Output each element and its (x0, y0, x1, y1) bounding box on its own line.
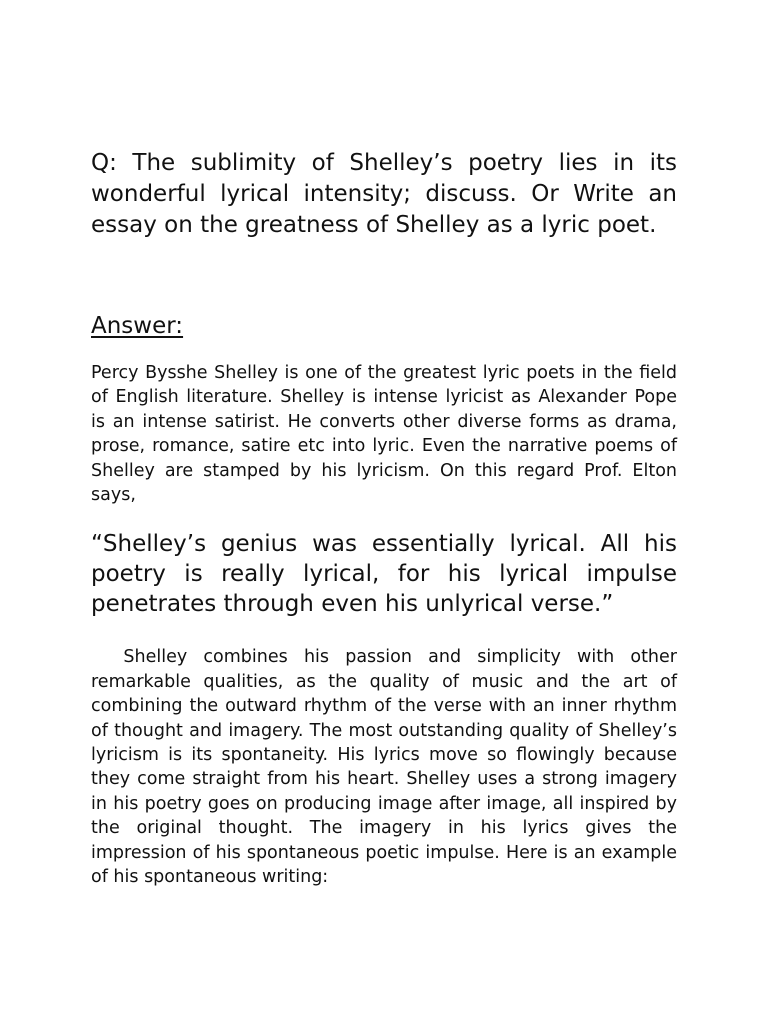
answer-heading: Answer: (91, 313, 184, 339)
document-page (91, 148, 677, 890)
paragraph-intro: Percy Bysshe Shelley is one of the greatest lyric poets in the field of English literature. Shelley is intense lyricist as Alexander Pope is an intense satirist. He converts other diverse forms as drama, prose, romance, satire etc into lyric. Even the narrative poems of Shelley are stamped by his lyricism. On this regard Prof. Elton says, (91, 363, 677, 506)
paragraph-lyricism-text: Shelley combines his passion and simplicity with other remarkable qualities, as the quality of music and the art of combining the outward rhythm of the verse with an inner rhythm of thought and imagery. The most outstanding quality of Shelley’s lyricism is its spontaneity. His lyrics move so flowingly because they come straight from his heart. Shelley uses a strong imagery in his poetry goes on producing image after image, all inspired by the original thought. The imagery in his lyrics gives the impression of his spontaneous poetic impulse. Here is an example of his spontaneous writing: (91, 647, 677, 888)
quotation: “Shelley’s genius was essentially lyrical. All his poetry is really lyrical, for his lyrical impulse penetrates through even his unlyrical verse.” (91, 531, 677, 618)
question-text: Q: The sublimity of Shelley’s poetry lies in its wonderful lyrical intensity; discuss. Or Write an essay on the greatness of Shelley as a lyric poet. (91, 150, 677, 238)
paragraph-lyricism (91, 645, 677, 889)
